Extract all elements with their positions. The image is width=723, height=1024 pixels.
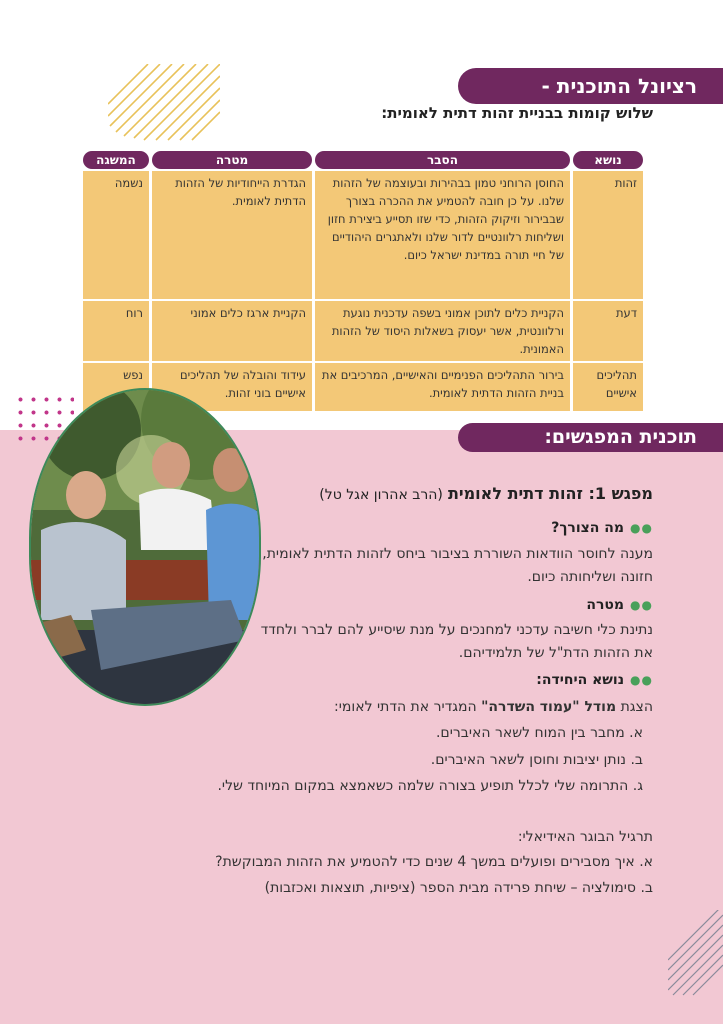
need-text: מענה לחוסר הוודאות השוררת בציבור ביחס לזהות הדתית לאומית, חזונה ושליחותה כיום. <box>262 546 653 585</box>
bullet-icon: ●● <box>630 673 653 687</box>
cell-explanation: הקניית כלים לתוכן אמוני בשפה עדכנית נוגעת ורלוונטית, אשר יעסוק בשאלות היסוד של הזהות האמונית. <box>315 301 570 361</box>
table-row <box>83 171 643 299</box>
cell-explanation: בירור התהליכים הפנימיים והאישיים, המרכיבים את בניית הזהות הדתית לאומית. <box>315 363 570 411</box>
students-photo <box>29 388 261 706</box>
unit-heading <box>243 672 653 688</box>
exercise-point: א. איך מסבירים ופועלים במשך 4 שנים כדי להטמיע את הזהות המבוקשת? <box>215 854 653 870</box>
cell-goal: הקניית ארגז כלים אמוני <box>152 301 312 361</box>
meetings-title: תוכנית המפגשים: <box>544 426 697 448</box>
meeting-speaker: (הרב אהרון אגל טל) <box>319 487 443 503</box>
meeting-title <box>243 484 653 503</box>
goal-heading <box>243 597 653 613</box>
unit-model: מודל "עמוד השדרה" <box>481 699 617 715</box>
meetings-title-banner <box>458 423 723 452</box>
rationale-title-banner <box>458 68 723 104</box>
cell-concept: רוח <box>83 301 149 361</box>
goal-text: נתינת כלי חשיבה עדכני למחנכים על מנת שיסייע להם לברר ולחדד את הזהות הדת"ל של תלמידיהם. <box>260 622 653 661</box>
meeting-heading: מפגש 1: זהות דתית לאומית <box>447 484 653 503</box>
hatch-decoration-top <box>108 64 220 148</box>
need-heading-text: מה הצורך? <box>551 520 625 536</box>
header-topic: נושא <box>573 151 643 169</box>
cell-concept: נפש <box>83 363 149 411</box>
cell-goal: הגדרת הייחודיות של הזהות הדתית לאומית. <box>152 171 312 299</box>
unit-point: א. מחבר בין המוח לשאר האיברים. <box>435 725 643 741</box>
bullet-icon: ●● <box>630 521 653 535</box>
cell-explanation: החוסן הרוחני טמון בבהירות ובעוצמה של הזהות שלנו. על כן חובה להטמיע את ההכרה בצורך שבבירור וזיקוק הזהות, כדי שזו תסייע ביצירת חזון ושליחות רלוונטיים לדור שלנו ולאתגרים היהודיים של חיי תורה במדינת ישראל כיום. <box>315 171 570 299</box>
rationale-title: רציונל התוכנית - <box>541 74 697 98</box>
cell-topic: דעת <box>573 301 643 361</box>
hatch-decoration-bottom <box>668 910 723 1000</box>
header-goal: מטרה <box>152 151 312 169</box>
exercise-heading: תרגיל הבוגר האידיאלי: <box>517 829 653 845</box>
need-heading <box>243 520 653 536</box>
goal-heading-text: מטרה <box>586 597 625 613</box>
unit-heading-text: נושא היחידה: <box>536 672 625 688</box>
unit-point: ג. התרומה שלי לכלל תופיע בצורה שלמה כשאמצא במקום המיוחד שלי. <box>217 778 643 794</box>
goals-table <box>80 149 646 413</box>
students-photo-illustration <box>31 390 261 706</box>
table-row <box>83 301 643 361</box>
unit-intro-post: המגדיר את הדתי לאומי: <box>334 699 477 715</box>
unit-intro <box>243 696 653 719</box>
cell-goal: עידוד והובלה של תהליכים אישיים בוני זהות. <box>152 363 312 411</box>
unit-point: ב. נותן יציבות וחוסן לשאר האיברים. <box>430 752 643 768</box>
rationale-subtitle: שלוש קומות בבניית זהות דתית לאומית: <box>381 104 653 122</box>
cell-topic: זהות <box>573 171 643 299</box>
exercise-point: ב. סימולציה – שיחת פרידה מבית הספר (ציפיות, תוצאות ואכזבות) <box>264 880 653 896</box>
header-concept: המשגה <box>83 151 149 169</box>
cell-topic: תהליכים אישיים <box>573 363 643 411</box>
bullet-icon: ●● <box>630 598 653 612</box>
cell-concept: נשמה <box>83 171 149 299</box>
header-explanation: הסבר <box>315 151 570 169</box>
unit-intro-pre: הצגת <box>620 699 653 715</box>
table-header-row <box>83 151 643 169</box>
